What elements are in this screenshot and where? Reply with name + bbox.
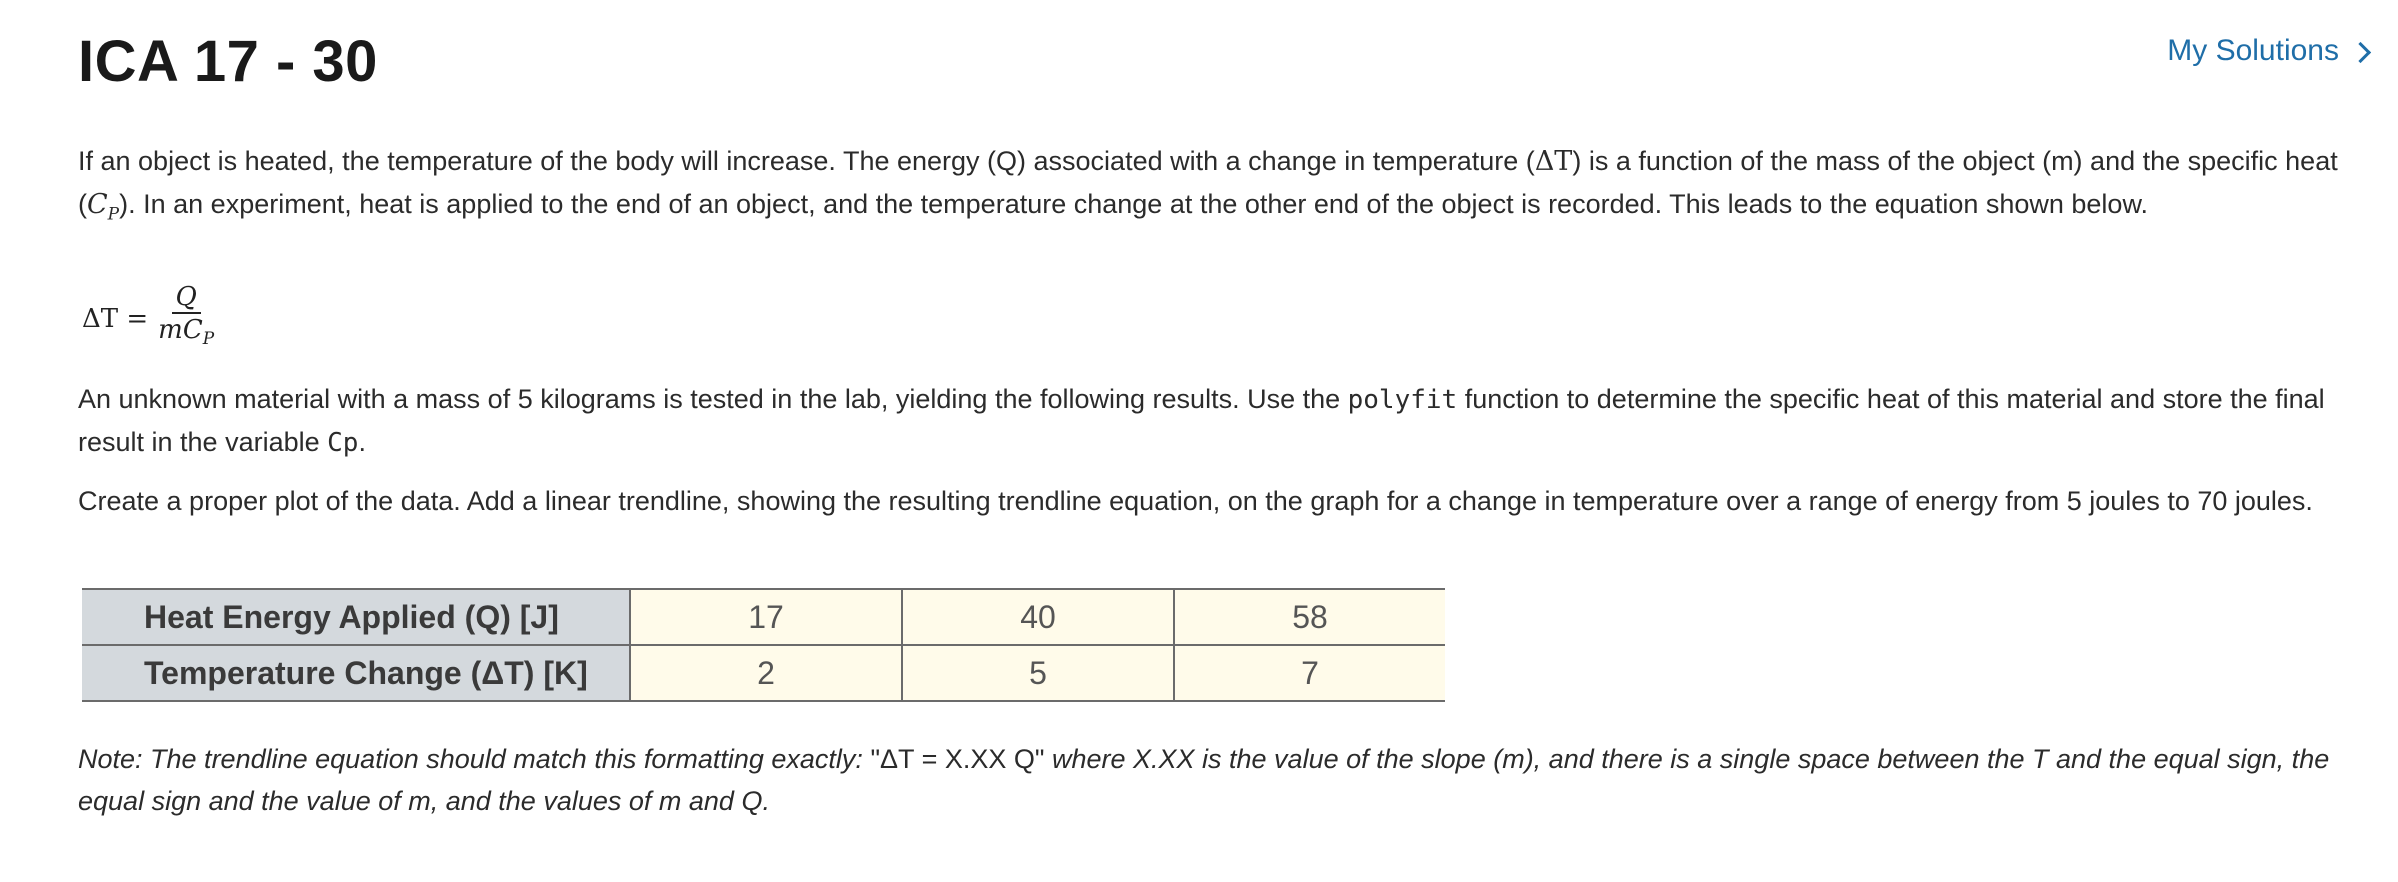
instructions-text-part1: An unknown material with a mass of 5 kilograms is tested in the lab, yielding the following results. Use the [78, 384, 1348, 414]
table-cell: 17 [630, 589, 902, 645]
chevron-right-icon[interactable] [2350, 41, 2371, 62]
note-format-example: "ΔT = X.XX Q" [870, 744, 1045, 774]
note-paragraph [78, 738, 2368, 822]
table-row [82, 645, 1445, 701]
cp-symbol [87, 189, 120, 225]
polyfit-code: polyfit [1347, 385, 1458, 415]
equation-numerator: Q [172, 282, 201, 314]
table-cell: 40 [902, 589, 1174, 645]
equation-fraction [158, 282, 214, 355]
equation-denominator-base: mC [158, 315, 203, 345]
instructions-text-part3: . [358, 427, 366, 457]
my-solutions-link[interactable] [2167, 34, 2368, 68]
equation [82, 282, 214, 355]
table-cell: 7 [1174, 645, 1445, 701]
cp-variable-code: Cp [327, 428, 359, 458]
row-label-heat-energy: Heat Energy Applied (Q) [J] [82, 589, 630, 645]
equation-denominator [158, 314, 214, 355]
cp-symbol-subscript: P [107, 204, 120, 225]
cp-symbol-base: C [87, 189, 108, 220]
table-cell: 58 [1174, 589, 1445, 645]
problem-page [78, 0, 2368, 816]
instructions-text-part2: function to determine the specific heat of this material and store the final result in the variable [78, 384, 2325, 457]
instructions-paragraph [78, 378, 2368, 464]
table-row [82, 589, 1445, 645]
page-title: ICA 17 - 30 [78, 29, 378, 94]
intro-paragraph [78, 140, 2368, 235]
data-table [82, 588, 1445, 702]
my-solutions-label[interactable]: My Solutions [2167, 34, 2339, 67]
note-prefix: Note: The trendline equation should match this formatting exactly: [78, 744, 871, 774]
plot-instructions-paragraph: Create a proper plot of the data. Add a linear trendline, showing the resulting trendline equation, on the graph for a change in temperature over a range of energy from 5 joules to 70 joules. [78, 486, 2313, 516]
intro-text-part3: ). In an experiment, heat is applied to the end of an object, and the temperature change at the other end of the object is recorded. This leads to the equation shown below. [119, 189, 2148, 219]
intro-text-part1: If an object is heated, the temperature of the body will increase. The energy (Q) associated with a change in temperature ( [78, 146, 1535, 176]
equation-lhs: ΔT = [82, 303, 149, 334]
table-cell: 5 [902, 645, 1174, 701]
note-suffix: where X.XX is the value of the slope (m), and there is a single space between the T and the equal sign, the equal sign and the value of m, and the values of m and Q. [78, 744, 2330, 816]
equation-denominator-subscript: P [202, 329, 215, 350]
page-header [78, 0, 2368, 120]
intro-text-part2: ) is a function of the mass of the object (m) and the specific heat ( [78, 146, 2338, 219]
delta-t-symbol: ΔT [1534, 146, 1573, 177]
row-label-temperature-change: Temperature Change (ΔT) [K] [82, 645, 630, 701]
table-cell: 2 [630, 645, 902, 701]
